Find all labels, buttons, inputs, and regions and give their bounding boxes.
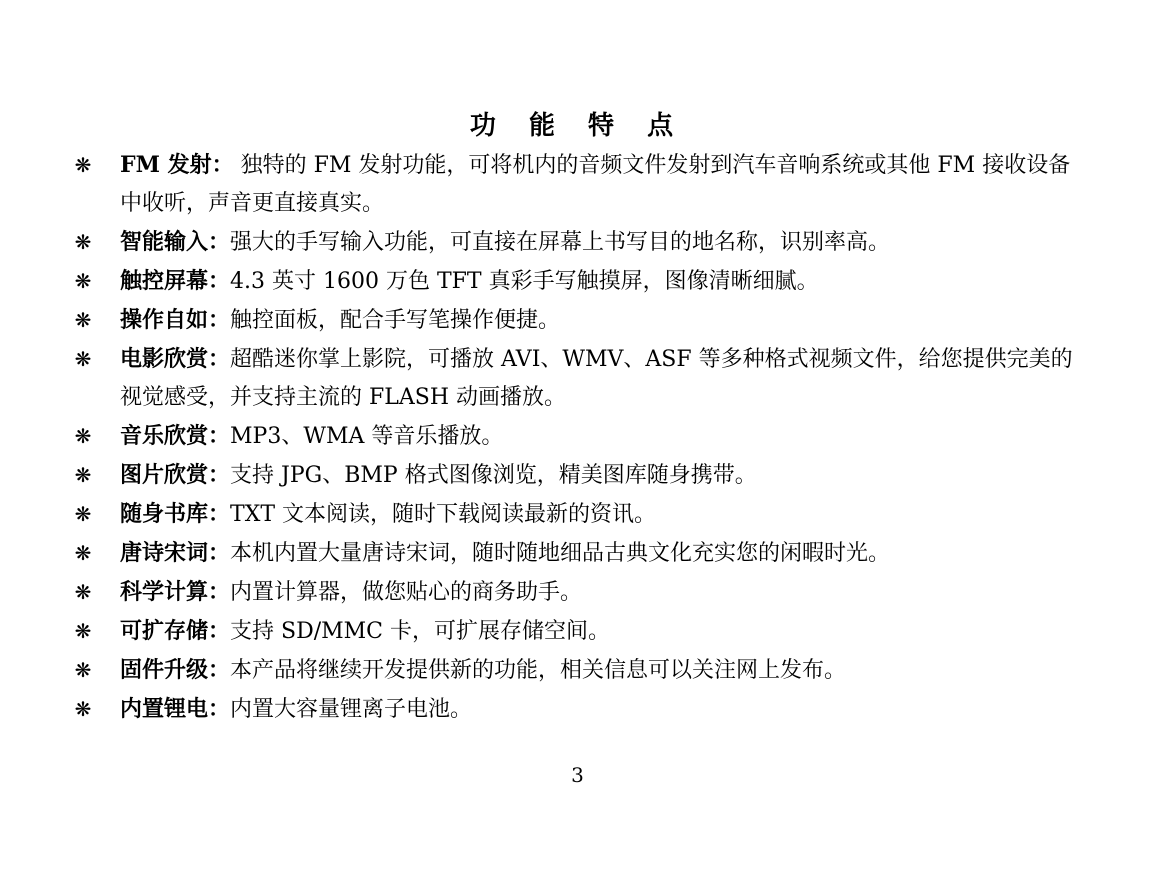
- feature-description: 支持 SD/MMC 卡，可扩展存储空间。: [230, 619, 611, 644]
- feature-label: 科学计算：: [120, 579, 231, 605]
- feature-description: 超酷迷你掌上影院，可播放 AVI、WMV、ASF 等多种格式视频文件，给您提供完美的视觉感受，并支持主流的 FLASH 动画播放。: [120, 347, 1073, 410]
- feature-label: FM 发射：: [120, 152, 234, 178]
- feature-description: 支持 JPG、BMP 格式图像浏览，精美图库随身携带。: [230, 463, 757, 488]
- bullet-icon: ❋: [74, 230, 92, 254]
- page-title: 功 能 特 点: [469, 111, 686, 141]
- feature-label: 内置锂电：: [120, 696, 231, 722]
- bullet-icon: ❋: [74, 580, 92, 604]
- feature-description: TXT 文本阅读，随时下载阅读最新的资讯。: [230, 502, 657, 527]
- feature-item: [68, 417, 1090, 456]
- feature-description: 强大的手写输入功能，可直接在屏幕上书写目的地名称，识别率高。: [230, 230, 891, 255]
- feature-label: 音乐欣赏：: [120, 423, 231, 449]
- bullet-icon: ❋: [74, 463, 92, 487]
- feature-item: [68, 534, 1090, 573]
- feature-description: 本产品将继续开发提供新的功能，相关信息可以关注网上发布。: [230, 658, 847, 683]
- bullet-icon: ❋: [74, 269, 92, 293]
- feature-label: 唐诗宋词：: [120, 540, 231, 566]
- feature-label: 触控屏幕：: [120, 268, 231, 294]
- feature-label: 操作自如：: [120, 307, 231, 333]
- bullet-icon: ❋: [74, 308, 92, 332]
- feature-description: MP3、WMA 等音乐播放。: [230, 424, 504, 449]
- feature-item: [68, 262, 1090, 301]
- feature-label: 图片欣赏：: [120, 462, 231, 488]
- feature-description: 内置计算器，做您贴心的商务助手。: [230, 580, 583, 605]
- feature-label: 智能输入：: [120, 229, 231, 255]
- feature-description: 4.3 英寸 1600 万色 TFT 真彩手写触摸屏，图像清晰细腻。: [230, 269, 819, 294]
- feature-description: 触控面板，配合手写笔操作便捷。: [230, 308, 561, 333]
- feature-description: 独特的 FM 发射功能，可将机内的音频文件发射到汽车音响系统或其他 FM 接收设备中收听，声音更直接真实。: [120, 153, 1071, 216]
- bullet-icon: ❋: [74, 424, 92, 448]
- feature-label: 随身书库：: [120, 501, 231, 527]
- feature-description: 内置大容量锂离子电池。: [230, 697, 473, 722]
- feature-item: [68, 573, 1090, 612]
- feature-description: 本机内置大量唐诗宋词，随时随地细品古典文化充实您的闲暇时光。: [230, 541, 891, 566]
- bullet-icon: ❋: [74, 658, 92, 682]
- bullet-icon: ❋: [74, 619, 92, 643]
- feature-item: [68, 612, 1090, 651]
- feature-item: [68, 340, 1090, 417]
- feature-item: [68, 456, 1090, 495]
- page-number: 3: [571, 763, 584, 787]
- feature-label: 固件升级：: [120, 657, 231, 683]
- feature-item: [68, 301, 1090, 340]
- feature-item: [68, 223, 1090, 262]
- bullet-icon: ❋: [74, 347, 92, 371]
- feature-list: [68, 146, 1090, 729]
- bullet-icon: ❋: [74, 697, 92, 721]
- feature-label: 可扩存储：: [120, 618, 231, 644]
- bullet-icon: ❋: [74, 153, 92, 177]
- feature-item: [68, 495, 1090, 534]
- bullet-icon: ❋: [74, 541, 92, 565]
- feature-item: [68, 690, 1090, 729]
- feature-item: [68, 651, 1090, 690]
- bullet-icon: ❋: [74, 502, 92, 526]
- feature-label: 电影欣赏：: [120, 346, 231, 372]
- feature-item: [68, 146, 1090, 223]
